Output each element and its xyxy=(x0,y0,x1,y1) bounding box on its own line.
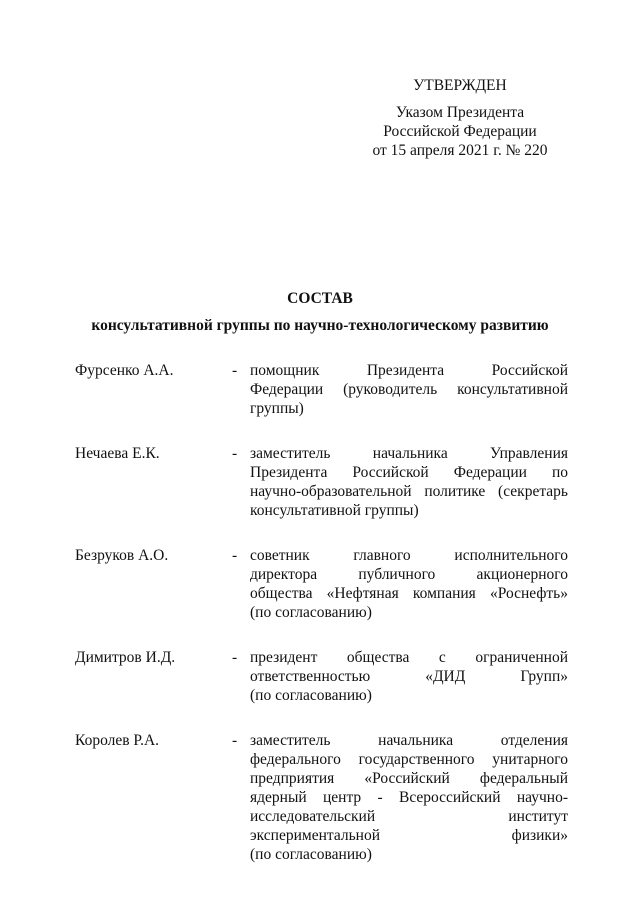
approval-line: Российской Федерации xyxy=(383,123,537,140)
member-role-line: экспериментальной физики» xyxy=(250,827,568,844)
member-dash: - xyxy=(232,445,238,462)
member-name: Нечаева Е.К. xyxy=(75,445,160,462)
member-name: Фурсенко А.А. xyxy=(75,362,174,379)
member-role-line: (по согласованию) xyxy=(250,846,372,863)
member-entry xyxy=(75,546,568,622)
member-role-line: (по согласованию) xyxy=(250,687,372,704)
member-role-line: ядерный центр - Всероссийский научно- xyxy=(250,789,568,806)
member-name: Королев Р.А. xyxy=(75,732,160,749)
member-name: Безруков А.О. xyxy=(75,547,169,564)
member-role-line: заместитель начальника Управления xyxy=(250,445,568,462)
member-role-line: заместитель начальника отделения xyxy=(250,732,568,749)
heading-title: СОСТАВ xyxy=(287,290,353,307)
member-role-line: консультативной группы) xyxy=(250,502,419,519)
heading-subtitle: консультативной группы по научно-технологическому развитию xyxy=(91,317,549,334)
member-role xyxy=(250,648,568,705)
approval-line: Указом Президента xyxy=(395,104,525,121)
member-role-line: Президента Российской Федерации по xyxy=(250,464,568,481)
member-role-line: советник главного исполнительного xyxy=(250,547,568,564)
member-role-line: предприятия «Российский федеральный xyxy=(250,770,568,787)
member-name: Димитров И.Д. xyxy=(75,649,176,666)
members-list xyxy=(75,361,568,864)
member-role-line: директора публичного акционерного xyxy=(250,566,568,583)
member-role xyxy=(250,731,568,864)
member-dash: - xyxy=(232,547,238,564)
member-role-line: общества «Нефтяная компания «Роснефть» xyxy=(250,585,568,602)
member-dash: - xyxy=(232,362,238,379)
member-role-line: (по согласованию) xyxy=(250,604,372,621)
member-role-line: президент общества с ограниченной xyxy=(250,649,568,666)
member-role xyxy=(250,444,568,520)
member-role-line: группы) xyxy=(250,400,304,417)
member-role xyxy=(250,361,568,418)
approval-line: от 15 апреля 2021 г. № 220 xyxy=(372,142,548,159)
member-entry xyxy=(75,444,568,520)
member-role-line: Федерации (руководитель консультативной xyxy=(250,381,568,398)
member-role-line: помощник Президента Российской xyxy=(250,362,568,379)
member-entry xyxy=(75,361,568,418)
member-dash: - xyxy=(232,649,238,666)
member-role-line: федерального государственного унитарного xyxy=(250,751,568,768)
member-role-line: исследовательский институт xyxy=(250,808,568,825)
member-dash: - xyxy=(232,732,238,749)
member-entry xyxy=(75,648,568,705)
approval-stamp xyxy=(340,76,580,160)
member-role-line: ответственностью «ДИД Групп» xyxy=(250,668,568,685)
document-heading xyxy=(0,290,640,335)
member-entry xyxy=(75,731,568,864)
member-role-line: научно-образовательной политике (секретарь xyxy=(250,483,568,500)
approval-title: УТВЕРЖДЕН xyxy=(413,77,507,94)
member-role xyxy=(250,546,568,622)
